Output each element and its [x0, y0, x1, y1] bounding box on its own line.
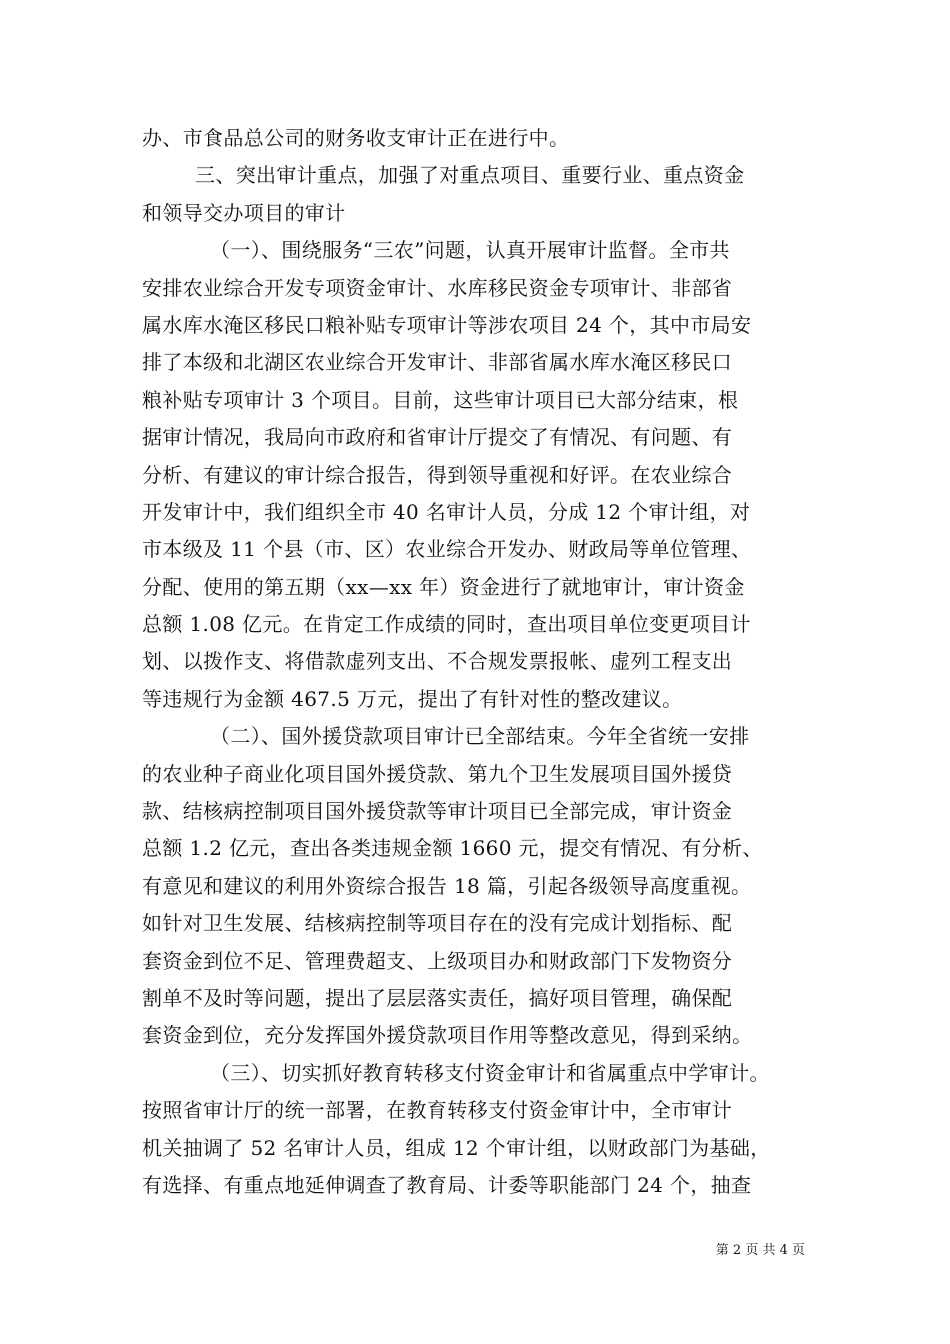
text-line: 有选择、有重点地延伸调查了教育局、计委等职能部门 24 个，抽查 — [142, 1172, 752, 1197]
document-body — [142, 120, 810, 1204]
page-number: 第 2 页 共 4 页 — [715, 1243, 805, 1258]
text-line: 分析、有建议的审计综合报告，得到领导重视和好评。在农业综合 — [142, 462, 733, 487]
paragraph-start: （三）、切实抓好教育转移支付资金审计和省属重点中学审计。 — [210, 1060, 770, 1085]
text-line: 割单不及时等问题，提出了层层落实责任，搞好项目管理，确保配 — [142, 985, 733, 1010]
text-line: 办、市食品总公司的财务收支审计正在进行中。 — [142, 126, 570, 150]
section-heading: 三、突出审计重点，加强了对重点项目、重要行业、重点资金 — [195, 163, 745, 188]
paragraph-start: （一）、围绕服务“三农”问题，认真开展审计监督。全市共 — [210, 238, 730, 263]
text-line: 套资金到位，充分发挥国外援贷款项目作用等整改意见，得到采纳。 — [142, 1023, 753, 1048]
text-line: 分配、使用的第五期（xx—xx 年）资金进行了就地审计，审计资金 — [142, 574, 745, 599]
text-line: 款、结核病控制项目国外援贷款等审计项目已全部完成，审计资金 — [142, 799, 733, 824]
text-line: 的农业种子商业化项目国外援贷款、第九个卫生发展项目国外援贷 — [142, 761, 733, 786]
text-line: 市本级及 11 个县（市、区）农业综合开发办、财政局等单位管理、 — [142, 537, 752, 562]
text-line: 排了本级和北湖区农业综合开发审计、非部省属水库水淹区移民口 — [142, 350, 733, 375]
text-line: 据审计情况，我局向市政府和省审计厅提交了有情况、有问题、有 — [142, 425, 733, 450]
text-line: 总额 1.2 亿元，查出各类违规金额 1660 元，提交有情况、有分析、 — [142, 836, 763, 861]
paragraph-start: （二）、国外援贷款项目审计已全部结束。今年全省统一安排 — [210, 724, 750, 749]
text-line: 按照省审计厅的统一部署，在教育转移支付资金审计中，全市审计 — [142, 1098, 733, 1123]
text-line: 粮补贴专项审计 3 个项目。目前，这些审计项目已大部分结束，根 — [142, 387, 739, 412]
text-line: 属水库水淹区移民口粮补贴专项审计等涉农项目 24 个，其中市局安 — [142, 312, 752, 337]
text-line: 机关抽调了 52 名审计人员，组成 12 个审计组，以财政部门为基础， — [142, 1135, 771, 1160]
section-heading-continued: 和领导交办项目的审计 — [142, 200, 346, 225]
text-line: 总额 1.08 亿元。在肯定工作成绩的同时，查出项目单位变更项目计 — [142, 612, 751, 637]
text-line: 套资金到位不足、管理费超支、上级项目办和财政部门下发物资分 — [142, 948, 733, 973]
text-line: 如针对卫生发展、结核病控制等项目存在的没有完成计划指标、配 — [142, 911, 733, 936]
text-line: 安排农业综合开发专项资金审计、水库移民资金专项审计、非部省 — [142, 275, 733, 300]
text-line: 开发审计中，我们组织全市 40 名审计人员，分成 12 个审计组，对 — [142, 499, 751, 524]
text-line: 等违规行为金额 467.5 万元，提出了有针对性的整改建议。 — [142, 686, 683, 711]
text-line: 有意见和建议的利用外资综合报告 18 篇，引起各级领导高度重视。 — [142, 873, 752, 898]
text-line: 划、以拨作支、将借款虚列支出、不合规发票报帐、虚列工程支出 — [142, 649, 733, 674]
